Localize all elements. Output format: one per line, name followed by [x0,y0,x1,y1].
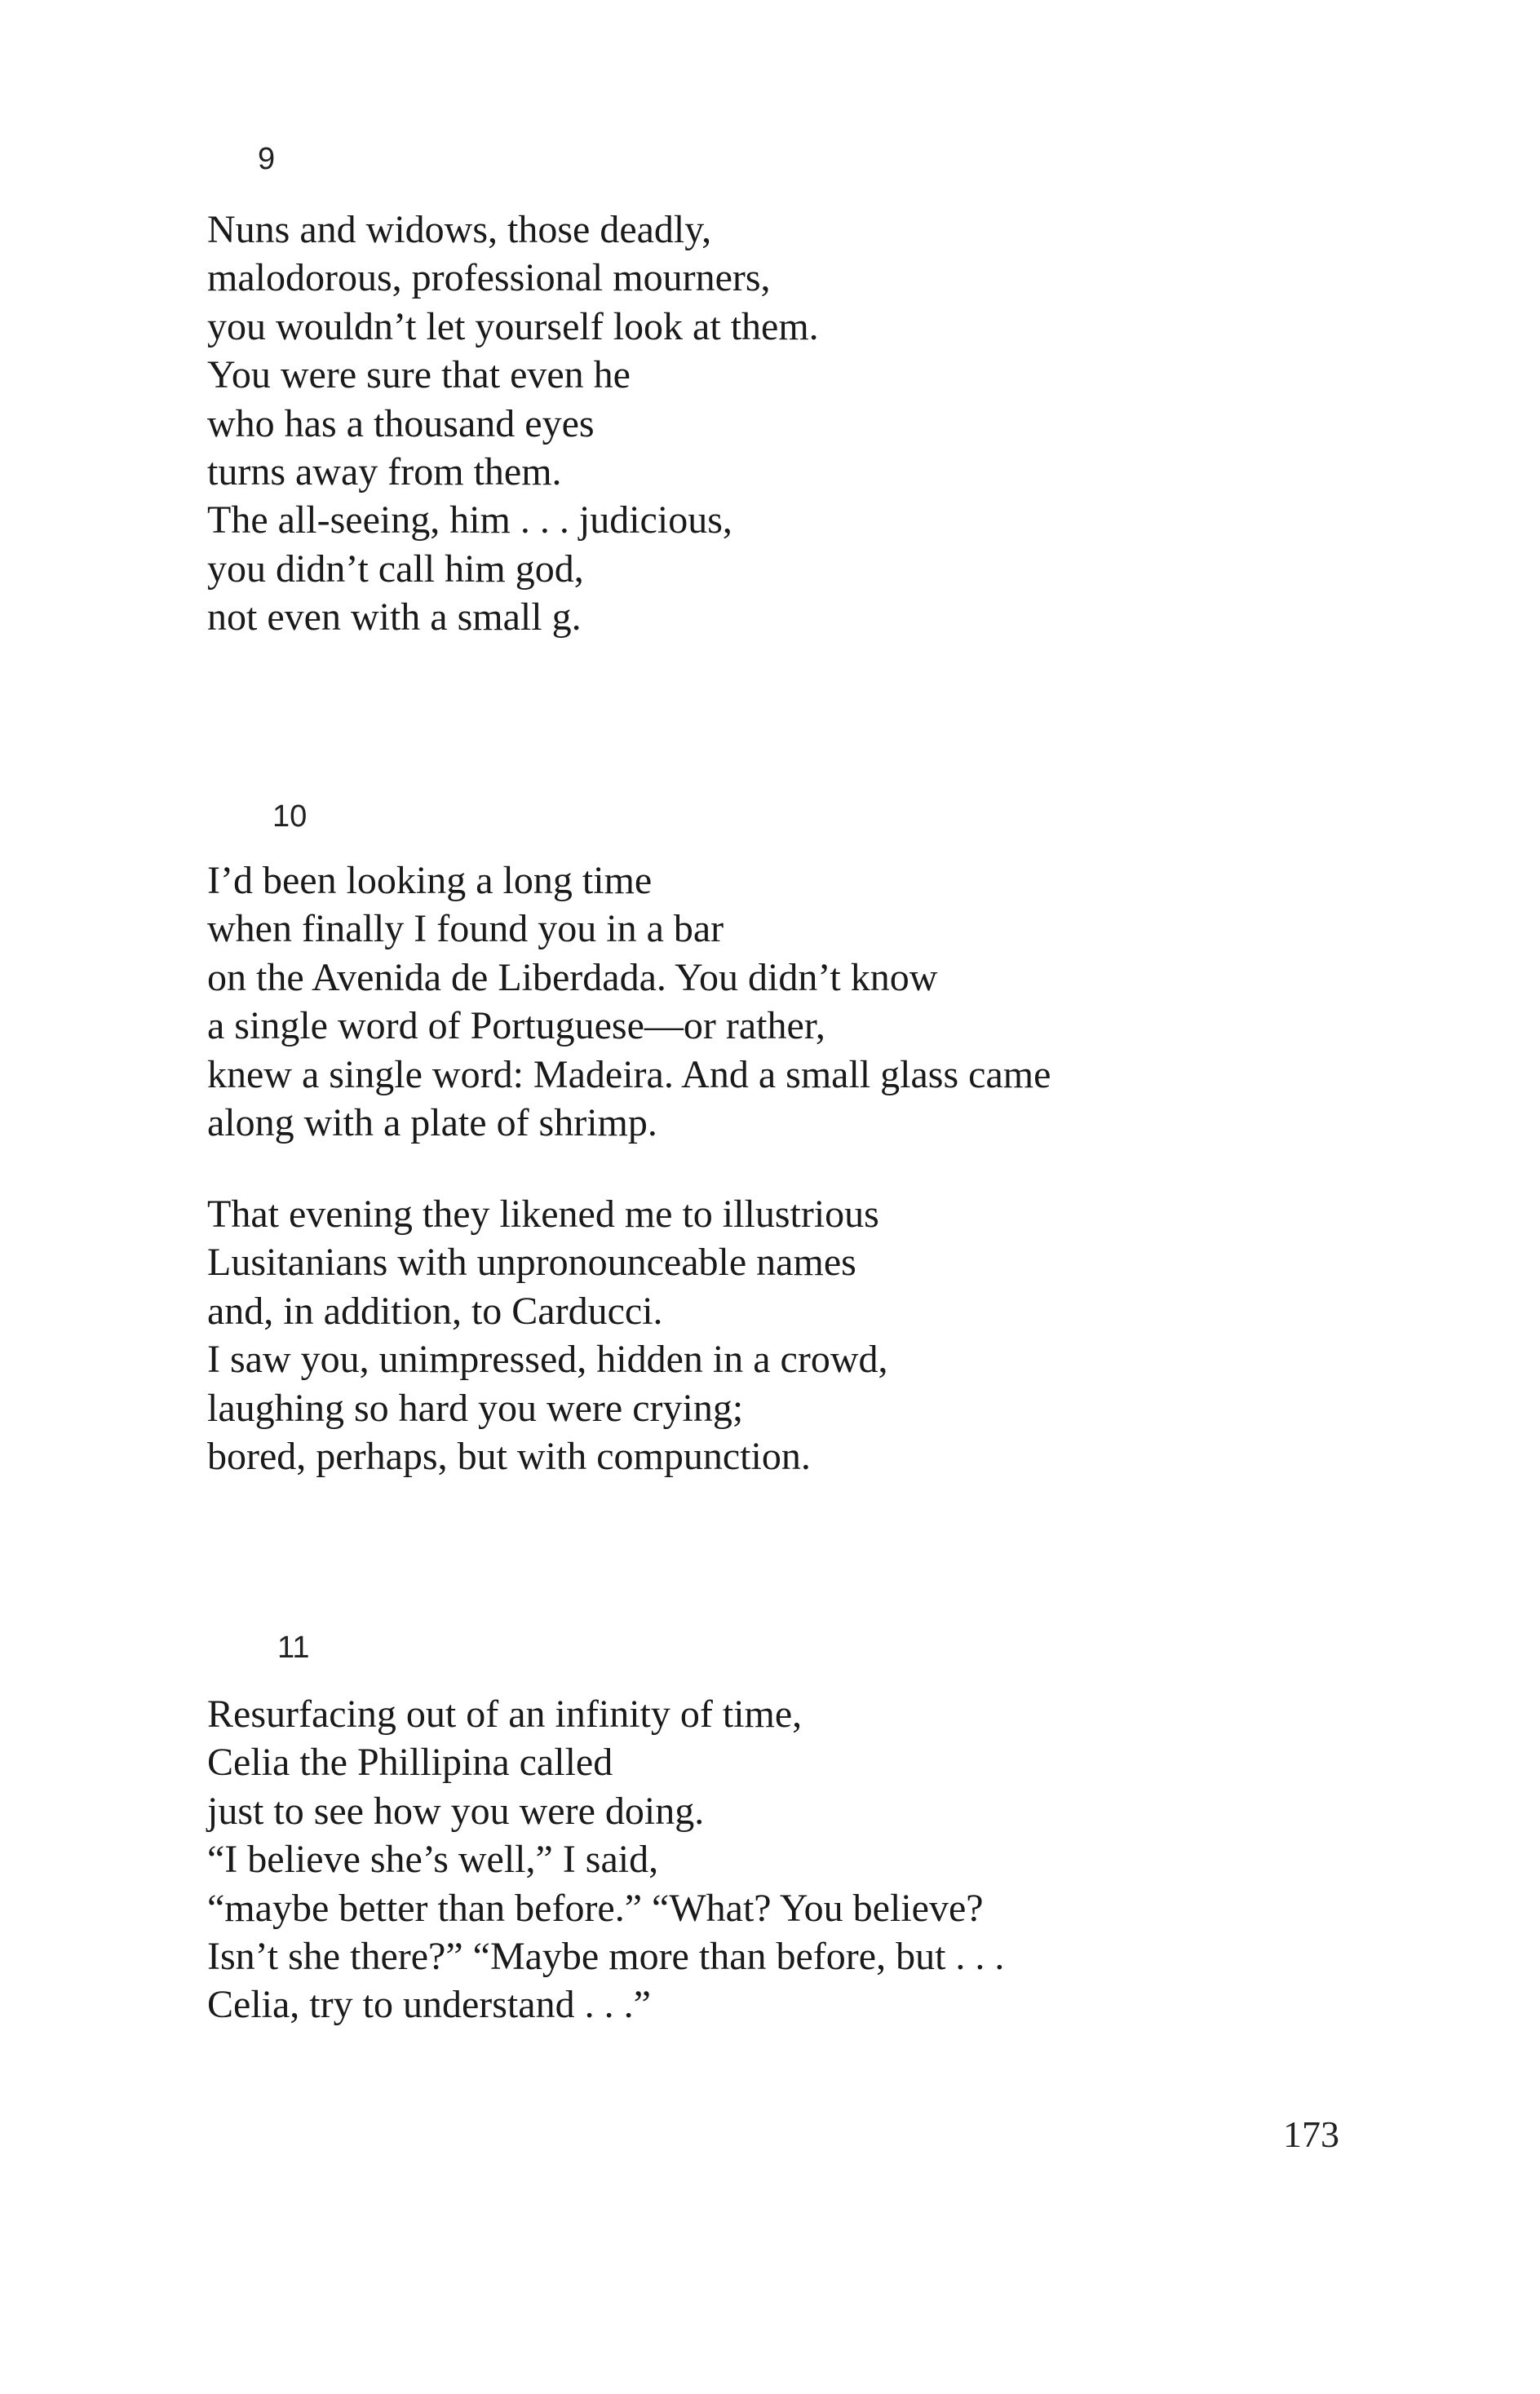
poem-line: laughing so hard you were crying; [207,1386,744,1430]
poem-line: along with a plate of shrimp. [207,1101,657,1145]
poem-line: you wouldn’t let yourself look at them. [207,304,819,348]
poem-stanza [207,206,819,642]
poem-line: I’d been looking a long time [207,859,653,902]
poem-line: knew a single word: Madeira. And a small glass came [207,1052,1051,1096]
poem-line: Nuns and widows, those deadly, [207,208,712,251]
poem-number: 9 [258,142,276,176]
poem-line: You were sure that even he [207,353,631,397]
poem-line: That evening they likened me to illustrious [207,1193,879,1236]
poem-line: Resurfacing out of an infinity of time, [207,1693,803,1736]
poem-number: 11 [277,1631,310,1665]
poem-stanza [207,1690,1004,2029]
page-number: 173 [1283,2113,1339,2155]
poem-line: just to see how you were doing. [207,1789,705,1833]
poem-line: who has a thousand eyes [207,401,595,445]
poem-line: not even with a small g. [207,595,582,639]
poem-stanza [207,856,1051,1147]
poem-stanza [207,1190,888,1480]
poem-number: 10 [272,799,308,834]
poem-line: on the Avenida de Liberdada. You didn’t know [207,955,938,999]
poem-line: The all-seeing, him . . . judicious, [207,498,732,542]
poem-line: malodorous, professional mourners, [207,256,771,300]
poem-line: a single word of Portuguese—or rather, [207,1004,825,1048]
poem-line: bored, perhaps, but with compunction. [207,1435,811,1479]
poem-line: Celia, try to understand . . .” [207,1983,651,2027]
poem-line: Isn’t she there?” “Maybe more than before, but . . . [207,1935,1005,1979]
poem-line: I saw you, unimpressed, hidden in a crowd, [207,1338,888,1382]
poem-line: Lusitanians with unpronounceable names [207,1241,856,1285]
poem-line: you didn’t call him god, [207,547,584,591]
poem-line: Celia the Phillipina called [207,1741,613,1785]
poem-line: “maybe better than before.” “What? You believe? [207,1886,984,1930]
poem-line: when finally I found you in a bar [207,907,724,951]
poem-line: “I believe she’s well,” I said, [207,1838,659,1882]
poem-line: turns away from them. [207,450,562,494]
poem-line: and, in addition, to Carducci. [207,1289,663,1333]
